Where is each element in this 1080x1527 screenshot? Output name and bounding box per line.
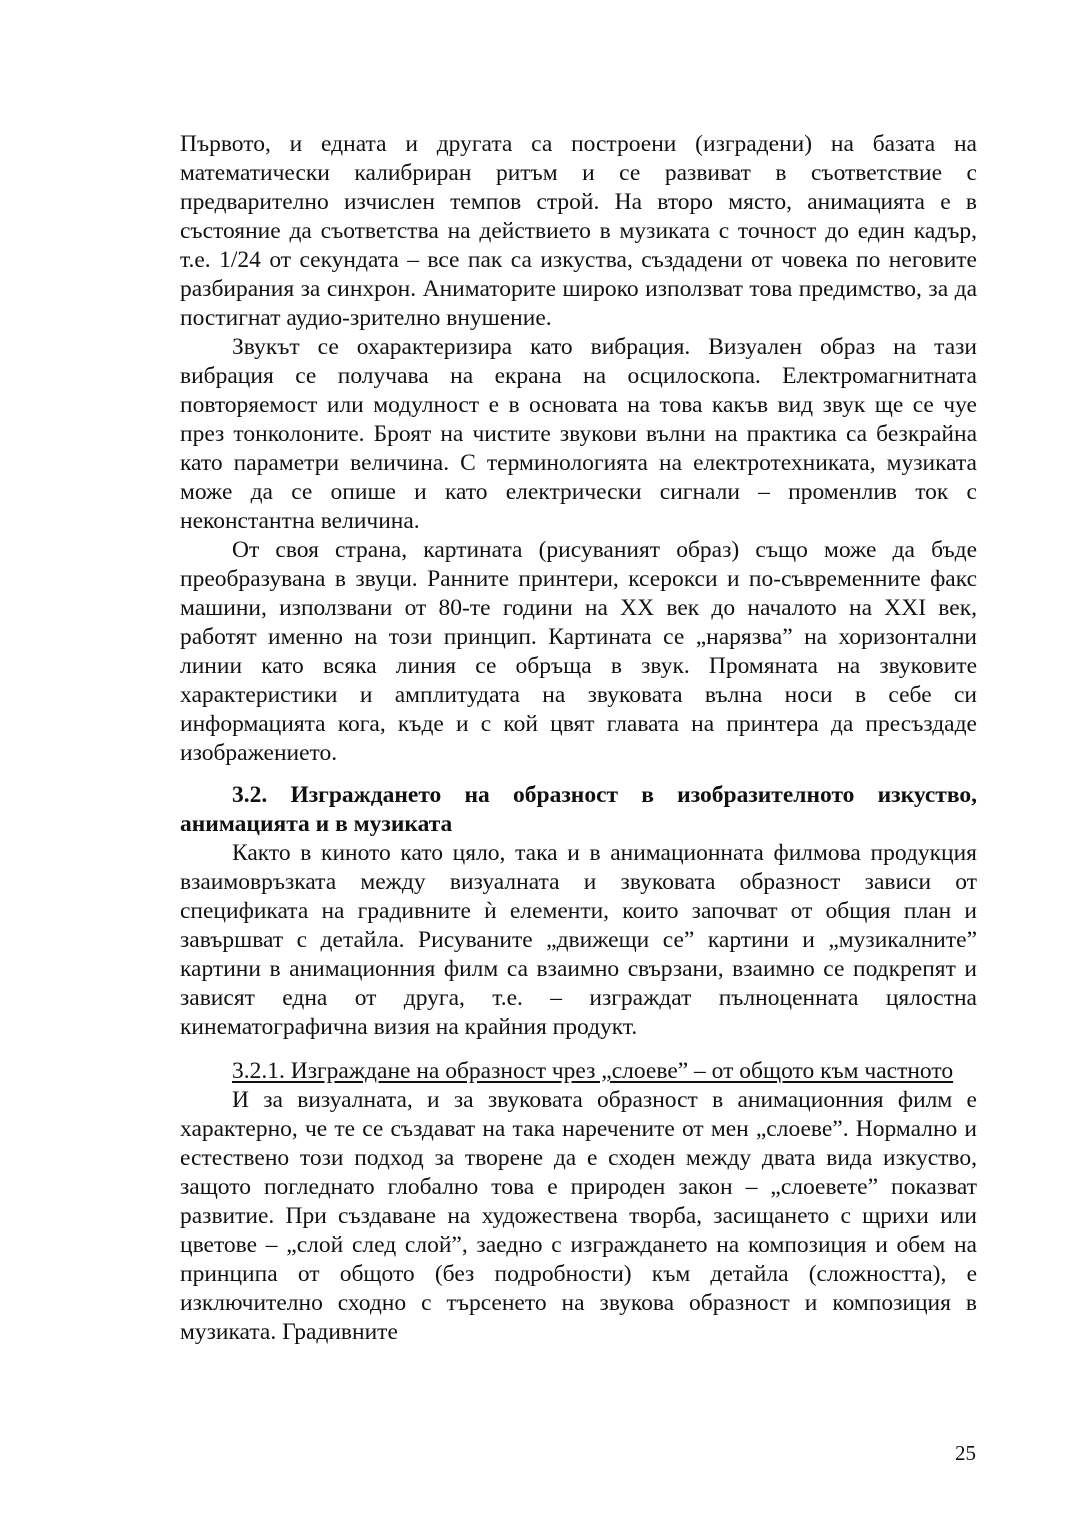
paragraph-image-to-sound: От своя страна, картината (рисуваният образ) също може да бъде преобразувана в звуци. Ранните принтери, ксерокси и по-съвременните факс машини, използвани от 80-те години на XX век до началото на XXI век, работят именно на този принцип. Картината се „нарязва” на хоризонтални линии като всяка линия се обръща в звук. Промяната на звуковите характеристики и амплитудата на звуковата вълна носи в себе си информацията кога, къде и с кой цвят главата на принтера да пресъздаде изображението. [180, 537, 977, 766]
paragraph-rhythm-synchronization: Първото, и едната и другата са построени (изградени) на базата на математически калибриран ритъм и се развиват в съответствие с предварително изчислен темпов строй. На второ място, анимацията е в състояние да съответства на действието в музиката с точност до един кадър, т.е. 1/24 от секундата – все пак са изкуства, създадени от човека по неговите разбирания за синхрон. Аниматорите широко използват това предимство, за да постигнат аудио-зрително внушение. [180, 131, 977, 331]
document-page-body [180, 130, 977, 1347]
subsection-heading-3-2-1: 3.2.1. Изграждане на образност чрез „слоеве” – от общото към частното [232, 1058, 954, 1084]
paragraph-sound-vibration: Звукът се охарактеризира като вибрация. Визуален образ на тази вибрация се получава на екрана на осцилоскопа. Електромагнитната повторяемост или модулност е в основата на това какъв вид звук ще се чуе през тонколоните. Броят на чистите звукови вълни на практика са безкрайна като параметри величина. С терминологията на електротехниката, музиката може да се опише и като електрически сигнали – променлив ток с неконстантна величина. [180, 334, 977, 534]
section-heading-3-2: 3.2. Изграждането на образност в изобразителното изкуство, анимацията и в музиката [180, 782, 977, 837]
paragraph-section-3-2: Както в киното като цяло, така и в анимационната филмова продукция взаимовръзката между визуалната и звуковата образност зависи от спецификата на градивните ѝ елементи, които започват от общия план и завършват с детайла. Рисуваните „движещи се” картини и „музикалните” картини в анимационния филм са взаимно свързани, взаимно се подкрепят и зависят една от друга, т.е. – изграждат пълноценната цялостна кинематографична визия на крайния продукт. [180, 840, 977, 1040]
page-number: 25 [955, 1441, 976, 1465]
paragraph-subsection-3-2-1: И за визуалната, и за звуковата образност в анимационния филм е характерно, че те се създават на така наречените от мен „слоеве”. Нормално и естествено този подход за творене да е сходен между двата вида изкуство, защото погледнато глобално това е природен закон – „слоевете” показват развитие. При създаване на художествена творба, засищането с щрихи или цветове – „слой след слой”, заедно с изграждането на композиция и обем на принципа от общото (без подробности) към детайла (сложността), е изключително сходно с търсенето на звукова образност и композиция в музиката. Градивните [180, 1087, 977, 1345]
